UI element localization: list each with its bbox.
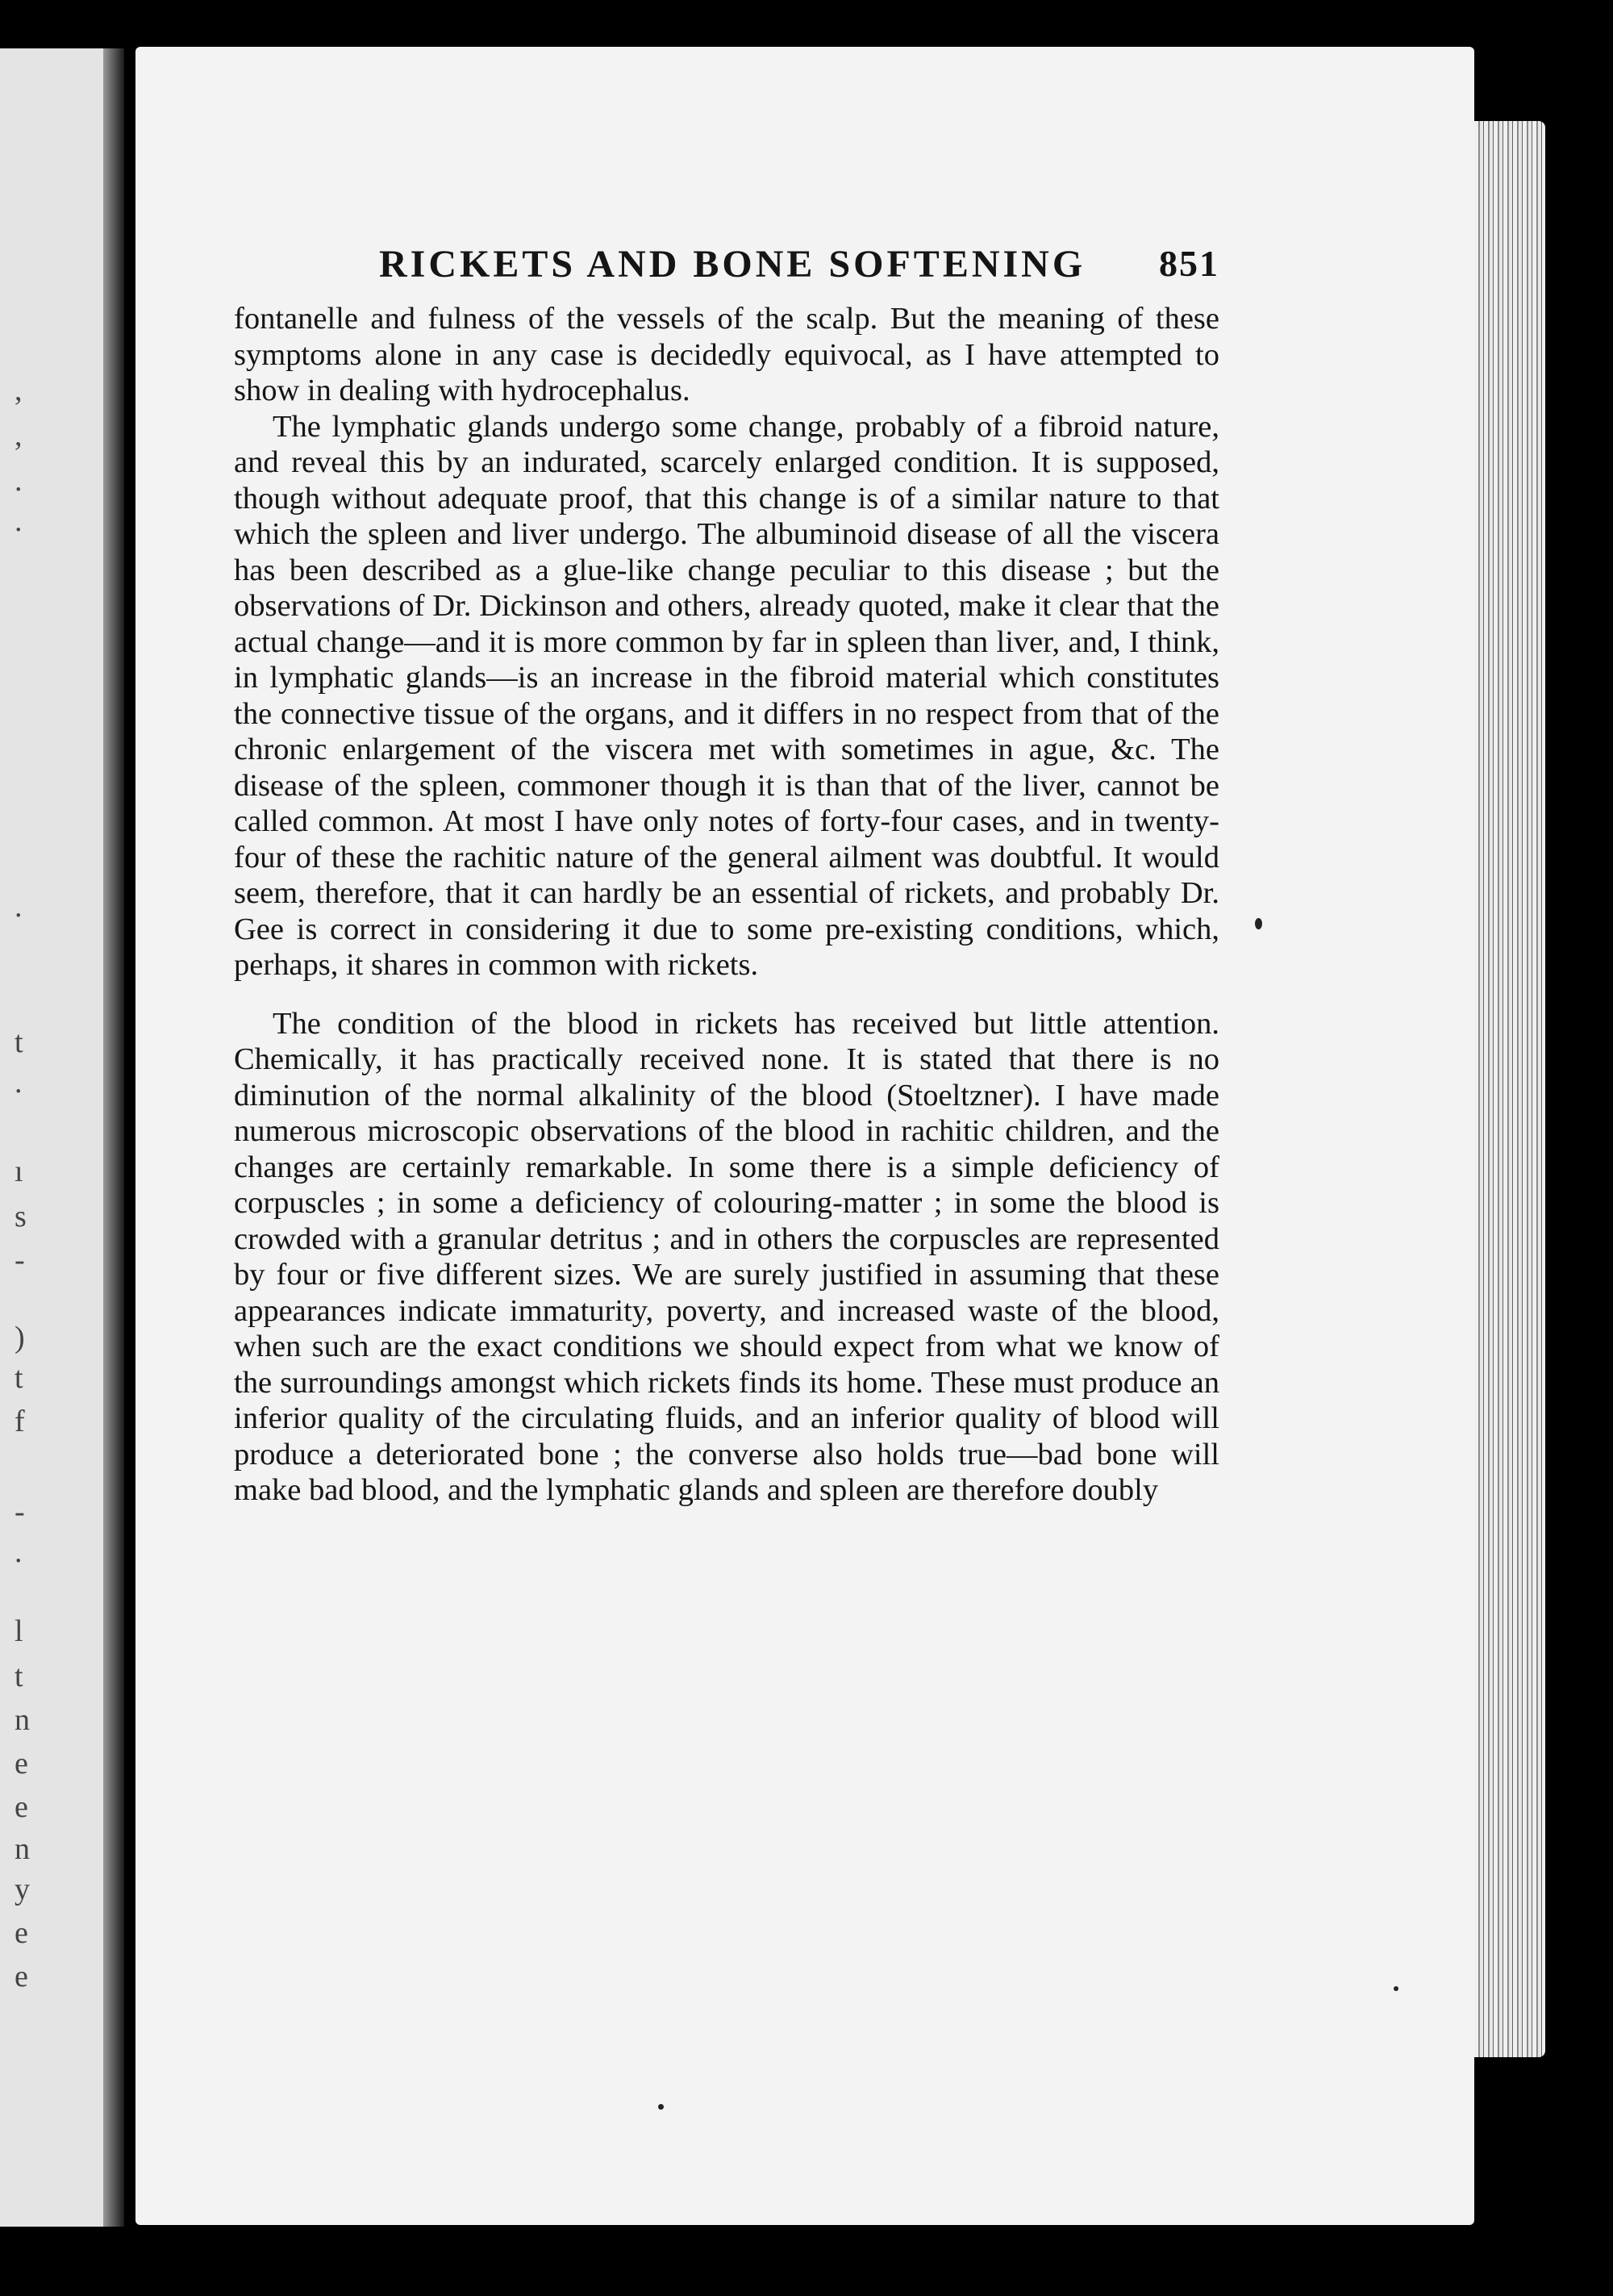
gutter-char: e xyxy=(15,1790,28,1824)
gutter-char: . xyxy=(15,890,23,924)
page-number: 851 xyxy=(1159,243,1219,284)
paragraph: The condition of the blood in rickets has received but little attention. Chemically, it has practically received none. It is stated that there is no diminution of the normal alkalinity of the blood (Stoeltzner). I have made numerous microscopic observations of the blood in rachitic children, and the changes are certainly remarkable. In some there is a simple deficiency of corpuscles ; in some a deficiency of colouring-matter ; in some the blood is crowded with a granular detritus ; and in others the corpuscles are represented by four or five different sizes. We are surely justified in assuming that these appearances indicate immaturity, poverty, and increased waste of the blood, when such are the exact conditions we should expect from what we know of the surroundings amongst which rickets finds its home. These must produce an inferior quality of the circulating fluids, and an inferior quality of blood will produce a deteriorated bone ; the converse also holds true—bad bone will make bad blood, and the lymphatic glands and spleen are therefore doubly xyxy=(234,1006,1219,1507)
paragraph: The lymphatic glands undergo some change, probably of a fibroid nature, and reveal this by an indurated, scarcely enlarged condition. It is supposed, though without adequate proof, that this change is of a similar nature to that which the spleen and liver undergo. The albuminoid disease of all the viscera has been described as a glue-like change peculiar to this disease ; but the observations of Dr. Dickinson and others, already quoted, make it clear that the actual change—and it is more common by far in spleen than liver, and, I think, in lymphatic glands—is an increase in the fibroid material which constitutes the connective tissue of the organs, and it differs in no respect from that of the chronic enlargement of the viscera met with sometimes in ague, &c. The disease of the spleen, commoner though it is than that of the liver, cannot be called common. At most I have only notes of forty-four cases, and in twenty-four of these the rachitic nature of the general ailment was doubtful. It would seem, therefore, that it can hardly be an essential of rickets, and probably Dr. Gee is correct in considering it due to some pre-existing conditions, which, perhaps, it shares in common with rickets. xyxy=(234,409,1219,982)
gutter-char: t xyxy=(15,1659,23,1693)
gutter-char: . xyxy=(15,1535,23,1569)
gutter-char: , xyxy=(15,419,23,453)
gutter-char: ı xyxy=(15,1154,23,1188)
gutter-char: e xyxy=(15,1960,28,1993)
gutter-char: e xyxy=(15,1747,28,1780)
gutter-char: . xyxy=(15,1066,23,1100)
page-block-edge xyxy=(1474,121,1545,2057)
gutter-char: t xyxy=(15,1025,23,1059)
gutter-char: l xyxy=(15,1614,23,1648)
gutter-char: t xyxy=(15,1361,23,1395)
running-title: RICKETS AND BONE SOFTENING xyxy=(379,243,1086,286)
gutter-char: ) xyxy=(15,1321,25,1355)
gutter-char: - xyxy=(15,1495,25,1529)
body-text xyxy=(234,301,1219,1509)
gutter-char: n xyxy=(15,1703,30,1737)
gutter-char: . xyxy=(15,464,23,498)
book-gutter-shadow xyxy=(103,48,124,2227)
speck-mark xyxy=(1394,1986,1398,1991)
speck-mark xyxy=(1255,918,1262,929)
gutter-char: e xyxy=(15,1916,28,1950)
gutter-char: . xyxy=(15,504,23,538)
paragraph: fontanelle and fulness of the vessels of the scalp. But the meaning of these symptoms alone in any case is decidedly equivocal, as I have attempted to show in dealing with hydrocephalus. xyxy=(234,302,1219,407)
gutter-char: , xyxy=(15,374,23,407)
page-header xyxy=(242,242,1219,298)
gutter-char: - xyxy=(15,1243,25,1277)
gutter-char: s xyxy=(15,1200,27,1234)
gutter-char: y xyxy=(15,1872,30,1906)
gutter-char: n xyxy=(15,1832,30,1866)
speck-mark xyxy=(658,2104,664,2110)
gutter-char: f xyxy=(15,1405,25,1438)
